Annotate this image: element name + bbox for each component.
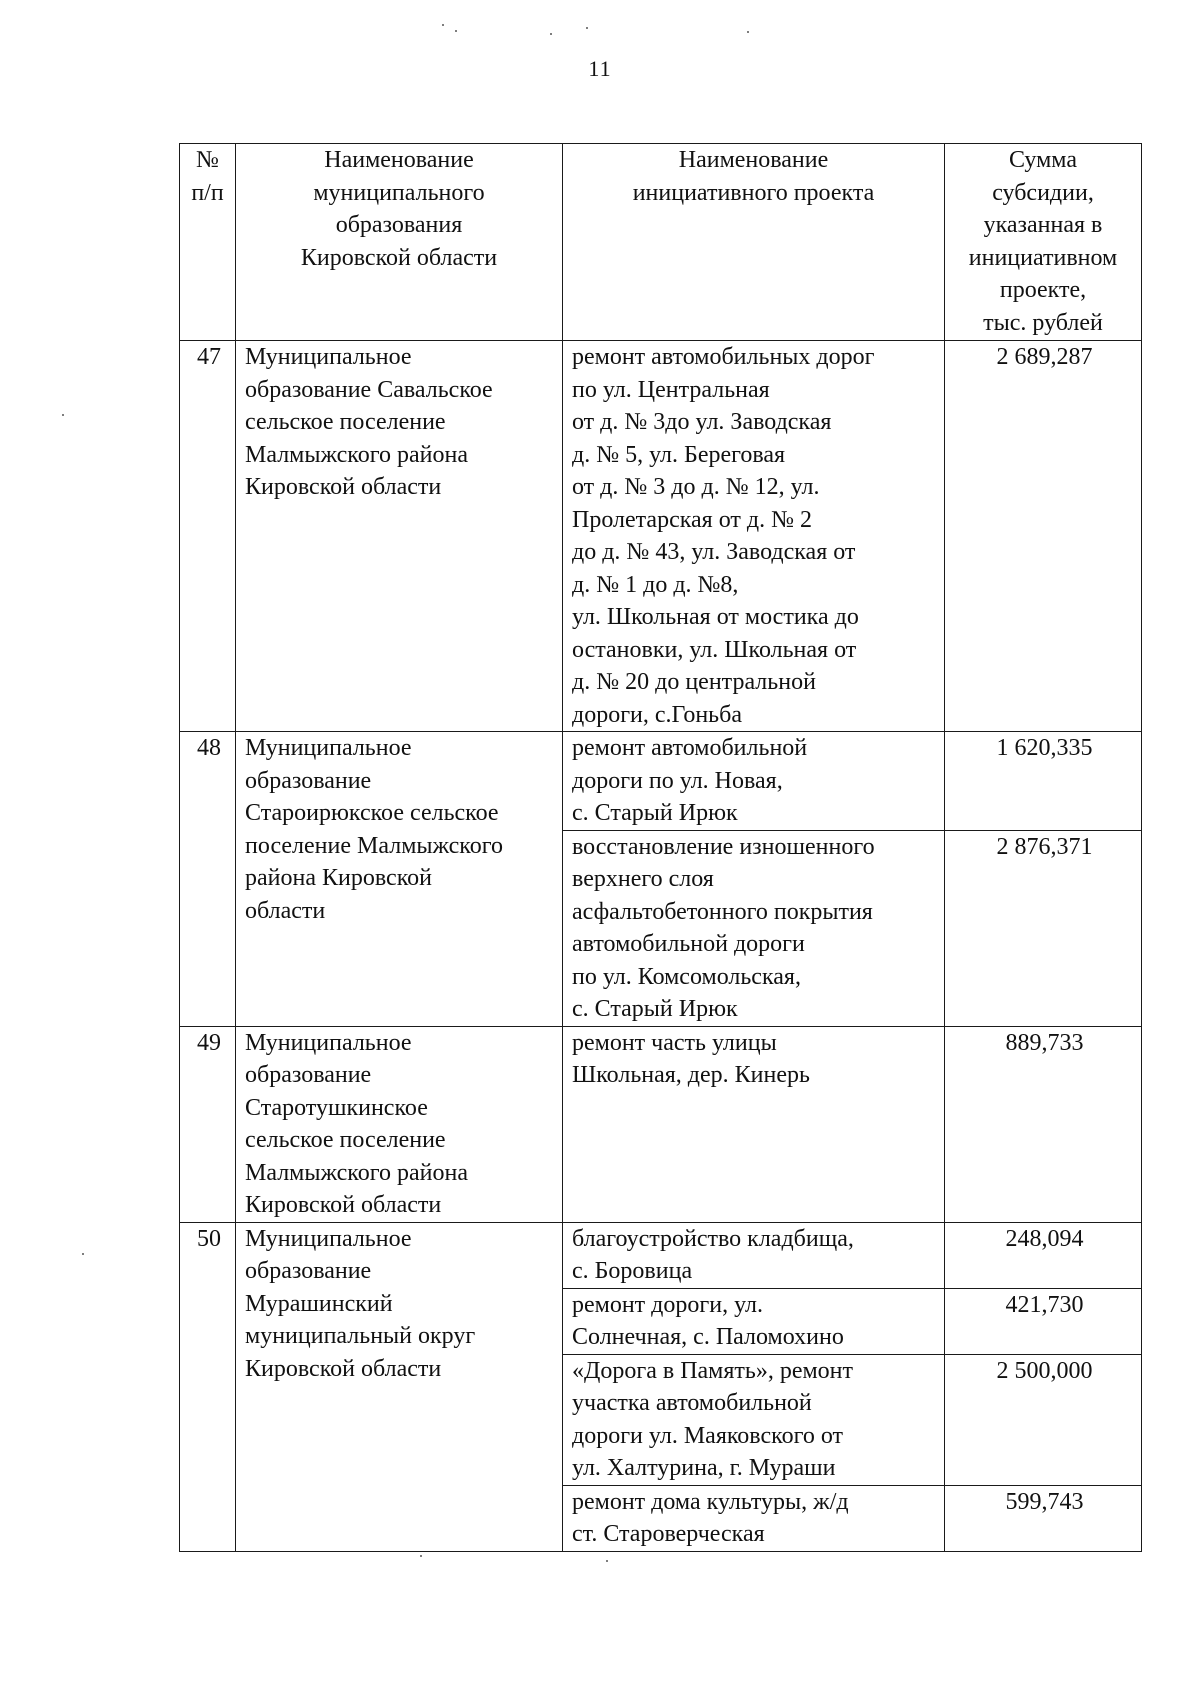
project-cell: ремонт автомобильных дорог по ул. Центральная от д. № 3до ул. Заводская д. № 5, ул. Береговая от д. № 3 до д. № 12, ул. Пролетарская от д. № 2 до д. № 43, ул. Заводская от д. № 1 до д. №8, ул. Школьная от мостика до остановки, ул. Школьная от д. № 20 до центральной дороги, с.Гоньба	[563, 341, 945, 732]
municipality-cell: Муниципальное образование Савальское сельское поселение Малмыжского района Кировской области	[236, 341, 563, 732]
table-row	[180, 341, 1142, 732]
scan-speck	[62, 414, 64, 416]
sum-cell: 1 620,335	[945, 732, 1142, 831]
scan-speck	[442, 24, 444, 26]
project-cell: ремонт дороги, ул. Солнечная, с. Паломохино	[563, 1288, 945, 1354]
project-cell: ремонт автомобильной дороги по ул. Новая, с. Старый Ирюк	[563, 732, 945, 831]
table-row	[180, 732, 1142, 831]
scan-speck	[606, 1560, 608, 1562]
scan-speck	[747, 31, 749, 33]
municipality-cell: Муниципальное образование Староирюкское сельское поселение Малмыжского района Кировской области	[236, 732, 563, 1027]
sum-cell: 421,730	[945, 1288, 1142, 1354]
project-cell: ремонт часть улицы Школьная, дер. Кинерь	[563, 1026, 945, 1222]
page-number: 11	[588, 56, 612, 81]
project-cell: ремонт дома культуры, ж/д ст. Староверческая	[563, 1485, 945, 1551]
header-municipality: Наименование муниципального образования Кировской области	[236, 144, 563, 341]
scan-speck	[82, 1253, 84, 1255]
header-number: № п/п	[180, 144, 236, 341]
project-cell: благоустройство кладбища, с. Боровица	[563, 1222, 945, 1288]
table-header-row	[180, 144, 1142, 341]
sum-cell: 889,733	[945, 1026, 1142, 1222]
municipality-cell: Муниципальное образование Мурашинский муниципальный округ Кировской области	[236, 1222, 563, 1551]
project-cell: восстановление изношенного верхнего слоя асфальтобетонного покрытия автомобильной дороги по ул. Комсомольская, с. Старый Ирюк	[563, 830, 945, 1026]
row-number: 50	[180, 1222, 236, 1551]
subsidy-table	[179, 143, 1142, 1552]
sum-cell: 2 876,371	[945, 830, 1142, 1026]
row-number: 49	[180, 1026, 236, 1222]
sum-cell: 2 500,000	[945, 1354, 1142, 1485]
table-row	[180, 1222, 1142, 1288]
scan-speck	[550, 33, 552, 35]
sum-cell: 2 689,287	[945, 341, 1142, 732]
municipality-cell: Муниципальное образование Старотушкинское сельское поселение Малмыжского района Кировской области	[236, 1026, 563, 1222]
sum-cell: 599,743	[945, 1485, 1142, 1551]
header-project: Наименование инициативного проекта	[563, 144, 945, 341]
project-cell: «Дорога в Память», ремонт участка автомобильной дороги ул. Маяковского от ул. Халтурина, г. Мураши	[563, 1354, 945, 1485]
header-sum: Сумма субсидии, указанная в инициативном проекте, тыс. рублей	[945, 144, 1142, 341]
scan-speck	[420, 1555, 422, 1557]
scan-speck	[586, 27, 588, 29]
row-number: 48	[180, 732, 236, 1027]
sum-cell: 248,094	[945, 1222, 1142, 1288]
scan-speck	[455, 30, 457, 32]
table-row	[180, 1026, 1142, 1222]
row-number: 47	[180, 341, 236, 732]
